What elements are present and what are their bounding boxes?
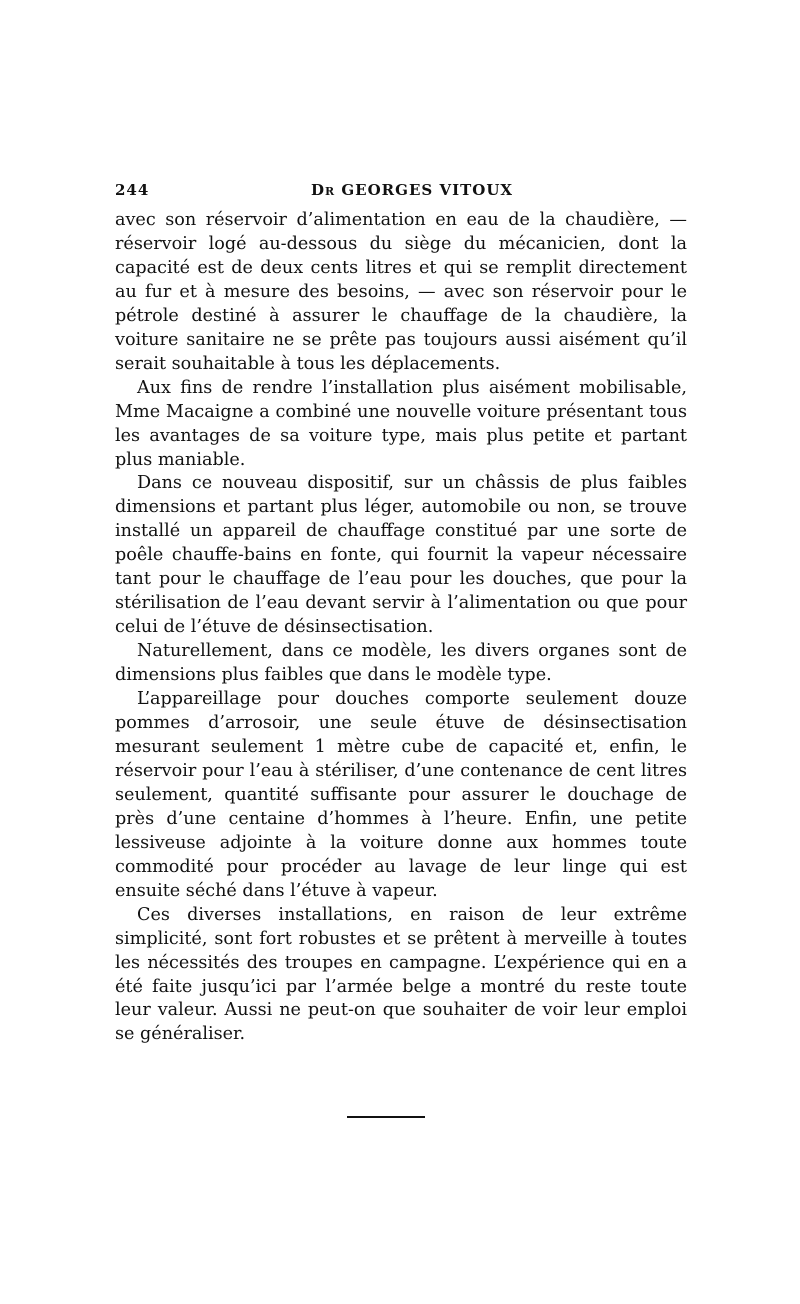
end-rule	[347, 1116, 425, 1118]
paragraph-5: L’appareillage pour douches comporte seulement douze pommes d’arrosoir, une seule étuve de désinsectisation mesurant seulement 1 mètre cube de capacité et, enfin, le réservoir pour l’eau à stériliser, d’une contenance de cent litres seulement, quantité suffisante pour assurer le douchage de près d’une centaine d’hommes à l’heure. Enfin, une petite lessiveuse adjointe à la voiture donne aux hommes toute commodité pour procéder au lavage de leur linge qui est ensuite séché dans l’étuve à vapeur.	[115, 689, 687, 901]
paragraph-3: Dans ce nouveau dispositif, sur un châssis de plus faibles dimensions et partant plus léger, automobile ou non, se trouve installé un appareil de chauffage constitué par une sorte de poêle chauffe-bains en fonte, qui fournit la vapeur nécessaire tant pour le chauffage de l’eau pour les douches, que pour la stérilisation de l’eau devant servir à l’alimentation ou que pour celui de l’étuve de désinsectisation.	[115, 473, 687, 638]
running-title: Dr GEORGES VITOUX	[311, 181, 514, 199]
paragraph-4: Naturellement, dans ce modèle, les divers organes sont de dimensions plus faibles que dans le modèle type.	[115, 641, 687, 686]
running-head	[115, 181, 685, 205]
page-number: 244	[115, 181, 150, 199]
paragraph-2: Aux fins de rendre l’installation plus aisément mobilisable, Mme Macaigne a combiné une nouvelle voiture présentant tous les avantages de sa voiture type, mais plus petite et partant plus maniable.	[115, 377, 687, 470]
paragraph-1: avec son réservoir d’alimentation en eau de la chaudière, — réservoir logé au-dessous du siège du mécanicien, dont la capacité est de deux cents litres et qui se remplit directement au fur et à mesure des besoins, — avec son réservoir pour le pétrole destiné à assurer le chauffage de la chaudière, la voiture sanitaire ne se prête pas toujours aussi aisément qu’il serait souhaitable à tous les déplacements.	[115, 210, 687, 374]
body-text	[115, 209, 687, 1047]
paragraph-6: Ces diverses installations, en raison de leur extrême simplicité, sont fort robustes et se prêtent à merveille à toutes les nécessités des troupes en campagne. L’expérience qui en a été faite jusqu’ici par l’armée belge a montré du reste toute leur valeur. Aussi ne peut-on que souhaiter de voir leur emploi se généraliser.	[115, 904, 687, 1045]
